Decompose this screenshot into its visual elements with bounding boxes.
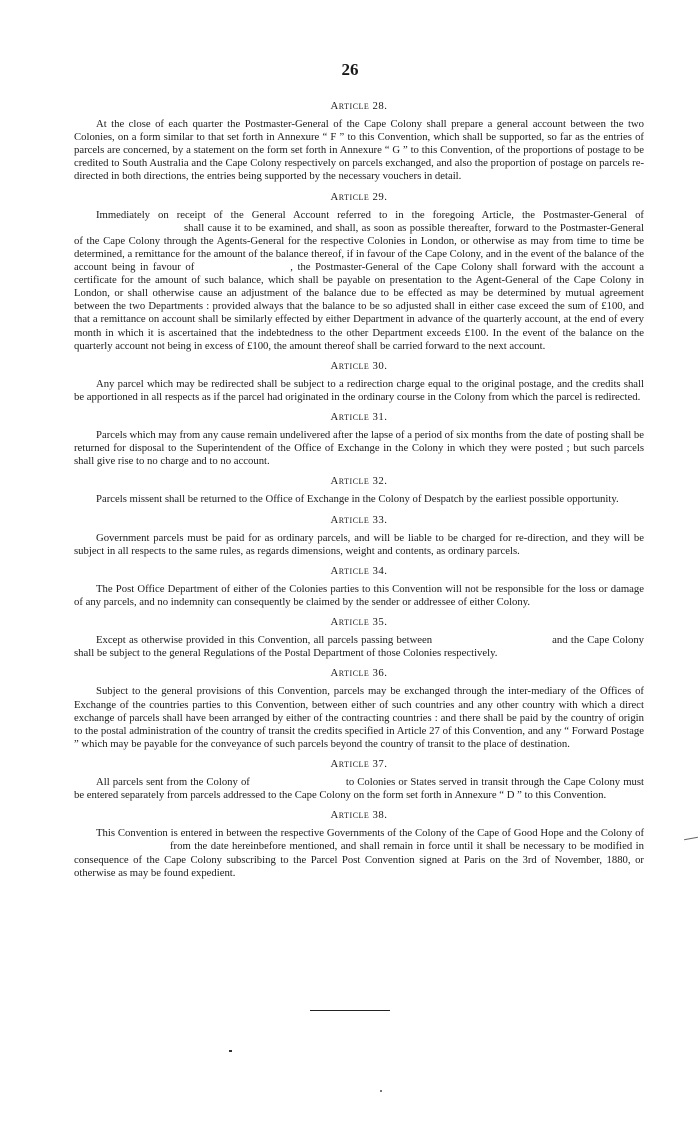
article-35-heading: Article 35.: [330, 616, 388, 629]
article-35-text: Except as otherwise provided in this Convention, all parcels passing between and the Cape Colony shall be subject to the general Regulations of the Postal Department of those Colonies respectively.: [74, 634, 645, 660]
margin-mark: [684, 837, 698, 840]
ink-speck-small: [380, 1090, 382, 1092]
article-38-text: This Convention is entered in between the respective Governments of the Colony of the Cape of Good Hope and the Colony offrom the date hereinbefore mentioned, and shall remain in force until it shall be necessary to be modified in consequence of the Cape Colony subscribing to the Parcel Post Convention signed at Paris on the 3rd of November, 1880, or otherwise as may be found expedient.: [74, 827, 644, 879]
article-28-heading: Article 28.: [330, 100, 388, 112]
article-32-heading: Article 32.: [330, 475, 388, 488]
article-31-text: Parcels which may from any cause remain undelivered after the lapse of a period of six months from the date of posting shall be returned for disposal to the Superintendent of the Office of Exchange in the Colony in which they were posted ; but such parcels shall give rise to no charge and to no account.: [74, 429, 644, 468]
article-36-heading: Article 36.: [330, 667, 388, 680]
article-37-heading: Article 37.: [330, 757, 388, 770]
ink-speck: [229, 1050, 232, 1052]
page-number: 26: [341, 60, 359, 79]
article-34-heading: Article 34.: [330, 564, 388, 577]
article-28-text: At the close of each quarter the Postmaster-General of the Cape Colony shall prepare a general account between the two Colonies, on a form similar to that set forth in Annexure “ F ” to this Convention, which shall be supported, so far as the entries of parcels are concerned, by a statement on the form set forth in Annexure “ G ” to this Convention, of the proportions of postage to be credited to South Australia and the Cape Colony respectively on parcels exchanged, and also the proportion of postage on parcels re-directed in both directions, the entries being supported by the necessary vouchers in detail.: [74, 118, 644, 183]
article-37-text: All parcels sent from the Colony of to Colonies or States served in transit through the Cape Colony must be entered separately from parcels addressed to the Cape Colony on the form set forth in Annexure “ D ” to this Convention.: [74, 776, 645, 802]
article-29-heading: Article 29.: [330, 190, 388, 203]
document-body: [74, 100, 644, 884]
article-36-text: Subject to the general provisions of this Convention, parcels may be exchanged through the inter-mediary of the Offices of Exchange of the countries parties to this Convention, between either of such countries and any other country with which a direct exchange of parcels shall have been arranged by either of the contracting countries : and there shall be paid by the country of origin to the postal administration of the country of transit the credits specified in Article 27 of this Convention, and any “ Forward Postage ” which may be payable for the conveyance of such parcels beyond the country of transit to the place of destination.: [74, 685, 644, 750]
article-34-text: The Post Office Department of either of the Colonies parties to this Convention will not be responsible for the loss or damage of any parcels, and no indemnity can consequently be claimed by the sender or addressee of either Colony.: [74, 582, 644, 608]
article-30-heading: Article 30.: [330, 359, 388, 372]
article-38-heading: Article 38.: [330, 809, 388, 822]
article-29-text: Immediately on receipt of the General Account referred to in the foregoing Article, the Postmaster-General ofshall cause it to be examined, and shall, as soon as possible thereafter, forward to the Postmaster-General of the Cape Colony through the Agents-General for the respective Colonies in London, or otherwise as may from time to time be determined, a remittance for the amount of the balance thereof, if in favour of the Cape Colony, and in the event of the balance of the account being in favour of , the Postmaster-General of the Cape Colony shall forward with the account a certificate for the amount of such balance, which shall be payable on presentation to the Agent-General of the Cape Colony in London, or shall otherwise cause an adjustment of the balance due to be effected as may be determined by mutual agreement between the two Departments : provided always that the balance to be so adjusted shall in either case exceed the sum of £100, and that a remittance on account shall be similarly effected by either Department in advance of the quarterly account, at the end of every month in which it is ascertained that the indebtedness to the other Department exceeds £100. In the event of the balance on the quarterly account not being in excess of £100, the amount thereof shall be carried forward to the next account.: [74, 208, 645, 352]
article-33-text: Government parcels must be paid for as ordinary parcels, and will be liable to be charged for re-direction, and they will be subject in all respects to the same rules, as regards dimensions, weight and contents, as ordinary parcels.: [74, 531, 644, 557]
end-rule: [310, 1010, 390, 1011]
article-33-heading: Article 33.: [330, 513, 388, 526]
article-30-text: Any parcel which may be redirected shall be subject to a redirection charge equal to the original postage, and the credits shall be apportioned in all respects as if the parcel had originated in the ordinary course in the Colony from which the parcel is redirected.: [74, 377, 644, 403]
article-32-text: Parcels missent shall be returned to the Office of Exchange in the Colony of Despatch by the earliest possible opportunity.: [96, 493, 619, 506]
article-31-heading: Article 31.: [330, 410, 388, 423]
